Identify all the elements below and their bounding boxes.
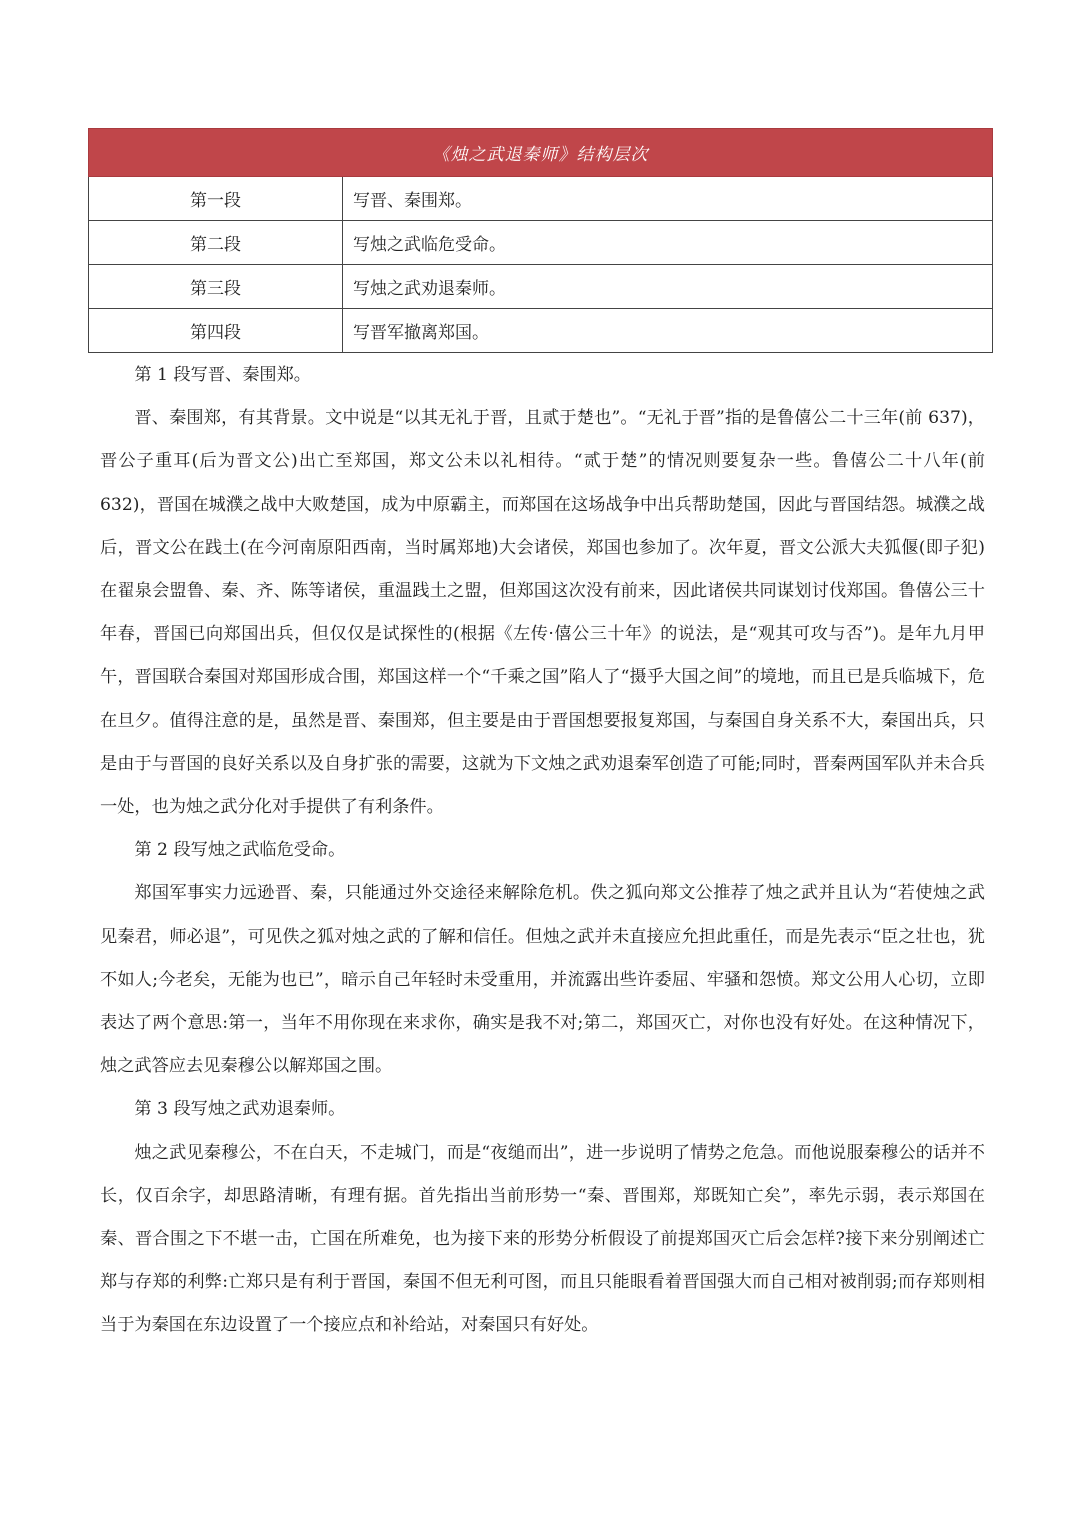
segment-label: 第三段	[89, 265, 343, 309]
paragraph-persuasion: 烛之武见秦穆公，不在白天，不走城门，而是“夜缒而出”，进一步说明了情势之危急。而他说服秦穆公的话并不长，仅百余字，却思路清晰，有理有据。首先指出当前形势一“秦、晋围郑，郑既知亡矣”，率先示弱，表示郑国在秦、晋合围之下不堪一击，亡国在所难免，也为接下来的形势分析假设了前提郑国灭亡后会怎样?接下来分别阐述亡郑与存郑的利弊:亡郑只是有利于晋国，秦国不但无利可图，而且只能眼看着晋国强大而自己相对被削弱;而存郑则相当于为秦国在东边设置了一个接应点和补给站，对秦国只有好处。	[100, 1142, 985, 1336]
structure-table	[88, 128, 993, 353]
table-row	[89, 265, 993, 309]
paragraph-background: 晋、秦围郑，有其背景。文中说是“以其无礼于晋，且贰于楚也”。“无礼于晋”指的是鲁僖公二十三年(前 637)，晋公子重耳(后为晋文公)出亡至郑国，郑文公未以礼相待。“贰于楚”的情况则要复杂一些。鲁僖公二十八年(前 632)，晋国在城濮之战中大败楚国，成为中原霸主，而郑国在这场战争中出兵帮助楚国，因此与晋国结怨。城濮之战后，晋文公在践土(在今河南原阳西南，当时属郑地)大会诸侯，郑国也参加了。次年夏，晋文公派大夫狐偃(即子犯)在翟泉会盟鲁、秦、齐、陈等诸侯，重温践土之盟，但郑国这次没有前来，因此诸侯共同谋划讨伐郑国。鲁僖公三十年春，晋国已向郑国出兵，但仅仅是试探性的(根据《左传·僖公三十年》的说法，是“观其可攻与否”)。是年九月甲午，晋国联合秦国对郑国形成合围，郑国这样一个“千乘之国”陷人了“摄乎大国之间”的境地，而且已是兵临城下，危在旦夕。值得注意的是，虽然是晋、秦围郑，但主要是由于晋国想要报复郑国，与秦国自身关系不大，秦国出兵，只是由于与晋国的良好关系以及自身扩张的需要，这就为下文烛之武劝退秦军创造了可能;同时，晋秦两国军队并未合兵一处，也为烛之武分化对手提供了有利条件。	[100, 408, 985, 818]
table-row	[89, 309, 993, 353]
body-text	[100, 354, 985, 1348]
segment-description: 写烛之武劝退秦师。	[343, 265, 993, 309]
segment-description: 写晋、秦围郑。	[343, 177, 993, 221]
segment-description: 写晋军撤离郑国。	[343, 309, 993, 353]
section-heading-3: 第 3 段写烛之武劝退秦师。	[134, 1099, 346, 1120]
section-heading-2: 第 2 段写烛之武临危受命。	[134, 840, 346, 861]
table-header-row	[89, 129, 993, 177]
segment-label: 第一段	[89, 177, 343, 221]
table-row	[89, 221, 993, 265]
segment-description: 写烛之武临危受命。	[343, 221, 993, 265]
section-heading-1: 第 1 段写晋、秦围郑。	[134, 365, 311, 385]
table-row	[89, 177, 993, 221]
paragraph-commission: 郑国军事实力远逊晋、秦，只能通过外交途径来解除危机。佚之狐向郑文公推荐了烛之武并且认为“若使烛之武见秦君，师必退”，可见佚之狐对烛之武的了解和信任。但烛之武并未直接应允担此重任，而是先表示“臣之壮也，犹不如人;今老矣，无能为也已”，暗示自己年轻时未受重用，并流露出些许委屈、牢骚和怨愤。郑文公用人心切，立即表达了两个意思:第一，当年不用你现在来求你，确实是我不对;第二，郑国灭亡，对你也没有好处。在这种情况下，烛之武答应去见秦穆公以解郑国之围。	[100, 883, 985, 1077]
segment-label: 第二段	[89, 221, 343, 265]
segment-label: 第四段	[89, 309, 343, 353]
table-title: 《烛之武退秦师》结构层次	[89, 129, 993, 177]
